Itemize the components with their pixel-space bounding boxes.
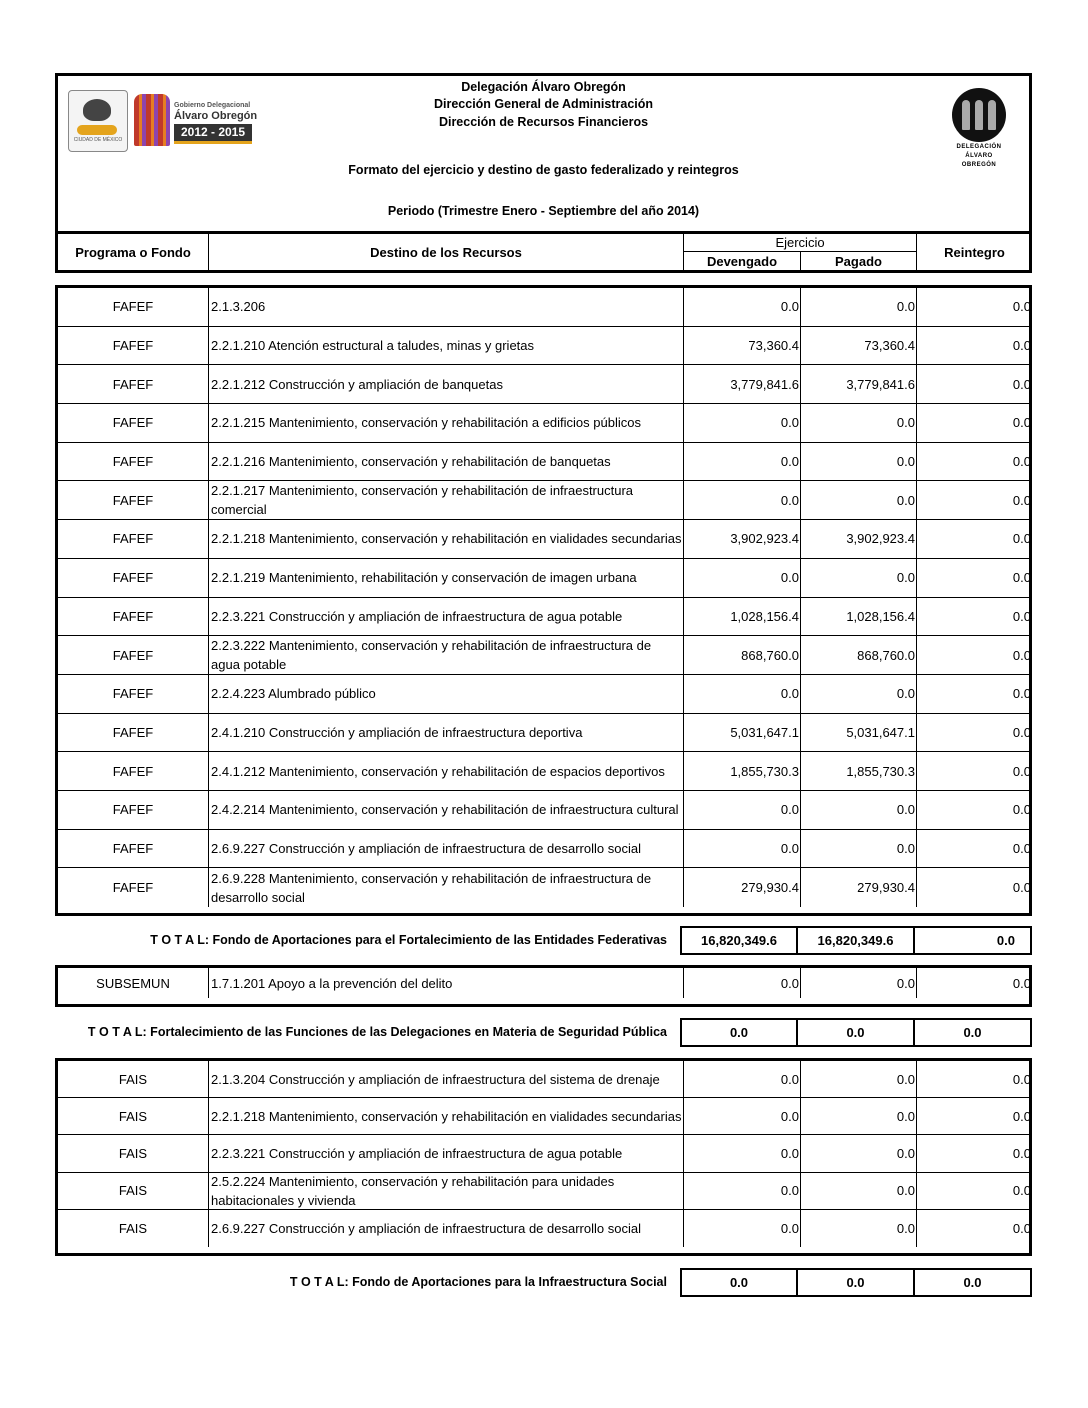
reintegro-cell: 0.0 (1012, 1220, 1031, 1236)
destino-cell: 2.2.3.222 Mantenimiento, conservación y rehabilitación de infraestructura de agua potable (209, 636, 684, 674)
reintegro-cell: 0.0 (1012, 1071, 1031, 1087)
subsemun-total-label: T O T A L: Fortalecimiento de las Funciones de las Delegaciones en Materia de Seguridad Pública (87, 1025, 667, 1039)
pagado-cell: 0.0 (801, 791, 917, 829)
delegacion-logo-l3: OBREGÓN (961, 162, 997, 168)
pagado-cell: 0.0 (801, 443, 917, 481)
pagado-cell: 0.0 (801, 559, 917, 597)
destino-cell: 2.1.3.206 (209, 288, 684, 326)
devengado-cell: 0.0 (684, 1173, 801, 1209)
pagado-cell: 0.0 (801, 968, 917, 998)
reintegro-cell: 0.0 (1012, 724, 1031, 740)
devengado-cell: 73,360.4 (684, 327, 801, 365)
devengado-cell: 1,028,156.4 (684, 598, 801, 636)
pagado-cell: 1,028,156.4 (801, 598, 917, 636)
table-row (58, 636, 1029, 675)
destino-cell: 2.1.3.204 Construcción y ampliación de infraestructura del sistema de drenaje (209, 1061, 684, 1097)
pagado-cell: 0.0 (801, 830, 917, 868)
programa-cell: FAFEF (58, 830, 209, 868)
destino-cell: 2.2.3.221 Construcción y ampliación de infraestructura de agua potable (209, 598, 684, 636)
table-row (58, 1173, 1029, 1210)
programa-cell: FAFEF (58, 791, 209, 829)
programa-cell: FAFEF (58, 520, 209, 558)
destino-cell: 2.2.4.223 Alumbrado público (209, 675, 684, 713)
reintegro-cell: 0.0 (1012, 492, 1031, 508)
pagado-cell: 868,760.0 (801, 636, 917, 674)
table-row (58, 791, 1029, 830)
pagado-cell: 0.0 (801, 481, 917, 519)
table-row (58, 520, 1029, 559)
destino-cell: 1.7.1.201 Apoyo a la prevención del delito (209, 968, 684, 998)
programa-cell: FAIS (58, 1135, 209, 1171)
fais-total-label: T O T A L: Fondo de Aportaciones para la Infraestructura Social (289, 1275, 667, 1289)
table-row (58, 327, 1029, 366)
table-row (58, 1135, 1029, 1172)
table-row (58, 714, 1029, 753)
header-line2: Dirección General de Administración (433, 97, 654, 111)
table-row (58, 288, 1029, 327)
format-title: Formato del ejercicio y destino de gasto federalizado y reintegros (348, 163, 739, 177)
delegacion-logo-l2: ÁLVARO (965, 153, 993, 159)
fafef-total-reintegro: 0.0 (915, 926, 1032, 955)
table-row (58, 1210, 1029, 1247)
destino-cell: 2.6.9.228 Mantenimiento, conservación y rehabilitación de infraestructura de desarrollo social (209, 868, 684, 907)
reintegro-cell: 0.0 (1012, 880, 1031, 896)
destino-cell: 2.2.1.210 Atención estructural a taludes, minas y grietas (209, 327, 684, 365)
pagado-cell: 1,855,730.3 (801, 752, 917, 790)
devengado-cell: 0.0 (684, 675, 801, 713)
period-title: Periodo (Trimestre Enero - Septiembre del año 2014) (387, 204, 700, 218)
reintegro-cell: 0.0 (1012, 376, 1031, 392)
reintegro-cell: 0.0 (1012, 415, 1031, 431)
destino-cell: 2.2.1.212 Construcción y ampliación de banquetas (209, 365, 684, 403)
fais-total-pagado: 0.0 (798, 1268, 915, 1297)
logo-mid-line1: Gobierno Delegacional (174, 102, 251, 109)
programa-cell: FAFEF (58, 327, 209, 365)
destino-cell: 2.4.1.212 Mantenimiento, conservación y rehabilitación de espacios deportivos (209, 752, 684, 790)
reintegro-cell: 0.0 (1012, 763, 1031, 779)
col-destino: Destino de los Recursos (209, 234, 684, 270)
pagado-cell: 0.0 (801, 288, 917, 326)
programa-cell: FAIS (58, 1210, 209, 1247)
reintegro-cell: 0.0 (1012, 1145, 1031, 1161)
devengado-cell: 5,031,647.1 (684, 714, 801, 752)
programa-cell: FAFEF (58, 868, 209, 907)
devengado-cell: 0.0 (684, 791, 801, 829)
col-ejercicio: Ejercicio (684, 234, 917, 252)
pagado-cell: 3,779,841.6 (801, 365, 917, 403)
table-row (58, 1098, 1029, 1135)
devengado-cell: 868,760.0 (684, 636, 801, 674)
report-header (55, 73, 1032, 233)
reintegro-cell: 0.0 (1012, 975, 1031, 991)
reintegro-cell: 0.0 (1012, 338, 1031, 354)
destino-cell: 2.2.1.219 Mantenimiento, rehabilitación y conservación de imagen urbana (209, 559, 684, 597)
devengado-cell: 0.0 (684, 968, 801, 998)
devengado-cell: 0.0 (684, 481, 801, 519)
fais-total-reintegro: 0.0 (915, 1268, 1032, 1297)
fais-table (55, 1058, 1032, 1256)
programa-cell: FAIS (58, 1061, 209, 1097)
destino-cell: 2.2.1.218 Mantenimiento, conservación y rehabilitación en vialidades secundarias (209, 520, 684, 558)
programa-cell: FAFEF (58, 288, 209, 326)
destino-cell: 2.6.9.227 Construcción y ampliación de infraestructura de desarrollo social (209, 830, 684, 868)
reintegro-cell: 0.0 (1012, 1183, 1031, 1199)
programa-cell: FAFEF (58, 481, 209, 519)
devengado-cell: 0.0 (684, 1061, 801, 1097)
pagado-cell: 0.0 (801, 1173, 917, 1209)
devengado-cell: 0.0 (684, 1098, 801, 1134)
delegacion-logo-l1: DELEGACIÓN (956, 144, 1002, 150)
table-row (58, 752, 1029, 791)
destino-cell: 2.6.9.227 Construcción y ampliación de infraestructura de desarrollo social (209, 1210, 684, 1247)
devengado-cell: 0.0 (684, 1135, 801, 1171)
destino-cell: 2.2.3.221 Construcción y ampliación de infraestructura de agua potable (209, 1135, 684, 1171)
programa-cell: FAFEF (58, 365, 209, 403)
column-header (55, 233, 1032, 273)
reintegro-cell: 0.0 (1012, 840, 1031, 856)
table-row (58, 598, 1029, 637)
devengado-cell: 0.0 (684, 830, 801, 868)
programa-cell: FAFEF (58, 443, 209, 481)
pagado-cell: 0.0 (801, 675, 917, 713)
fafef-total-pagado: 16,820,349.6 (798, 926, 915, 955)
pagado-cell: 3,902,923.4 (801, 520, 917, 558)
reintegro-cell: 0.0 (1012, 1108, 1031, 1124)
reintegro-cell: 0.0 (1012, 608, 1031, 624)
reintegro-cell: 0.0 (1012, 686, 1031, 702)
fafef-table (55, 285, 1032, 916)
reintegro-cell: 0.0 (1012, 454, 1031, 470)
programa-cell: FAIS (58, 1173, 209, 1209)
col-programa: Programa o Fondo (58, 234, 209, 270)
table-row (58, 404, 1029, 443)
reintegro-cell: 0.0 (1012, 531, 1031, 547)
table-row (58, 675, 1029, 714)
reintegro-cell: 0.0 (1012, 802, 1031, 818)
programa-cell: SUBSEMUN (58, 968, 209, 998)
reintegro-cell: 0.0 (1012, 299, 1031, 315)
destino-cell: 2.5.2.224 Mantenimiento, conservación y rehabilitación para unidades habitacionales y vivienda (209, 1173, 684, 1209)
destino-cell: 2.2.1.215 Mantenimiento, conservación y rehabilitación a edificios públicos (209, 404, 684, 442)
pagado-cell: 5,031,647.1 (801, 714, 917, 752)
col-pagado: Pagado (801, 252, 917, 270)
table-row (58, 1061, 1029, 1098)
devengado-cell: 0.0 (684, 559, 801, 597)
programa-cell: FAFEF (58, 636, 209, 674)
col-devengado: Devengado (684, 252, 801, 270)
table-row (58, 481, 1029, 520)
subsemun-table (55, 965, 1032, 1007)
subsemun-total-devengado: 0.0 (680, 1018, 798, 1047)
destino-cell: 2.2.1.216 Mantenimiento, conservación y rehabilitación de banquetas (209, 443, 684, 481)
subsemun-total-reintegro: 0.0 (915, 1018, 1032, 1047)
devengado-cell: 0.0 (684, 1210, 801, 1247)
programa-cell: FAFEF (58, 752, 209, 790)
header-line1: Delegación Álvaro Obregón (461, 80, 626, 94)
devengado-cell: 0.0 (684, 443, 801, 481)
col-reintegro: Reintegro (944, 244, 1005, 260)
table-row (58, 968, 1029, 998)
pagado-cell: 0.0 (801, 1061, 917, 1097)
pagado-cell: 0.0 (801, 1135, 917, 1171)
programa-cell: FAFEF (58, 714, 209, 752)
fafef-total-label: T O T A L: Fondo de Aportaciones para el Fortalecimiento de las Entidades Federativas (150, 933, 667, 947)
programa-cell: FAFEF (58, 675, 209, 713)
programa-cell: FAFEF (58, 598, 209, 636)
programa-cell: FAFEF (58, 559, 209, 597)
pagado-cell: 0.0 (801, 404, 917, 442)
destino-cell: 2.2.1.217 Mantenimiento, conservación y rehabilitación de infraestructura comercial (209, 481, 684, 519)
programa-cell: FAIS (58, 1098, 209, 1134)
cdmx-logo-caption: CIUDAD DE MÉXICO (73, 137, 123, 143)
devengado-cell: 0.0 (684, 288, 801, 326)
reintegro-cell: 0.0 (1012, 570, 1031, 586)
table-row (58, 559, 1029, 598)
destino-cell: 2.4.2.214 Mantenimiento, conservación y rehabilitación de infraestructura cultural (209, 791, 684, 829)
table-row (58, 868, 1029, 907)
destino-cell: 2.2.1.218 Mantenimiento, conservación y rehabilitación en vialidades secundarias (209, 1098, 684, 1134)
pagado-cell: 0.0 (801, 1098, 917, 1134)
destino-cell: 2.4.1.210 Construcción y ampliación de infraestructura deportiva (209, 714, 684, 752)
devengado-cell: 279,930.4 (684, 868, 801, 907)
devengado-cell: 1,855,730.3 (684, 752, 801, 790)
devengado-cell: 3,779,841.6 (684, 365, 801, 403)
fafef-total-devengado: 16,820,349.6 (680, 926, 798, 955)
pagado-cell: 279,930.4 (801, 868, 917, 907)
header-line3: Dirección de Recursos Financieros (438, 115, 649, 129)
table-row (58, 443, 1029, 482)
pagado-cell: 73,360.4 (801, 327, 917, 365)
devengado-cell: 3,902,923.4 (684, 520, 801, 558)
devengado-cell: 0.0 (684, 404, 801, 442)
reintegro-cell: 0.0 (1012, 647, 1031, 663)
fais-total-devengado: 0.0 (680, 1268, 798, 1297)
table-row (58, 365, 1029, 404)
logo-mid-line2: Álvaro Obregón (174, 110, 258, 122)
table-row (58, 830, 1029, 869)
pagado-cell: 0.0 (801, 1210, 917, 1247)
logo-mid-years: 2012 - 2015 (174, 124, 252, 144)
subsemun-total-pagado: 0.0 (798, 1018, 915, 1047)
programa-cell: FAFEF (58, 404, 209, 442)
